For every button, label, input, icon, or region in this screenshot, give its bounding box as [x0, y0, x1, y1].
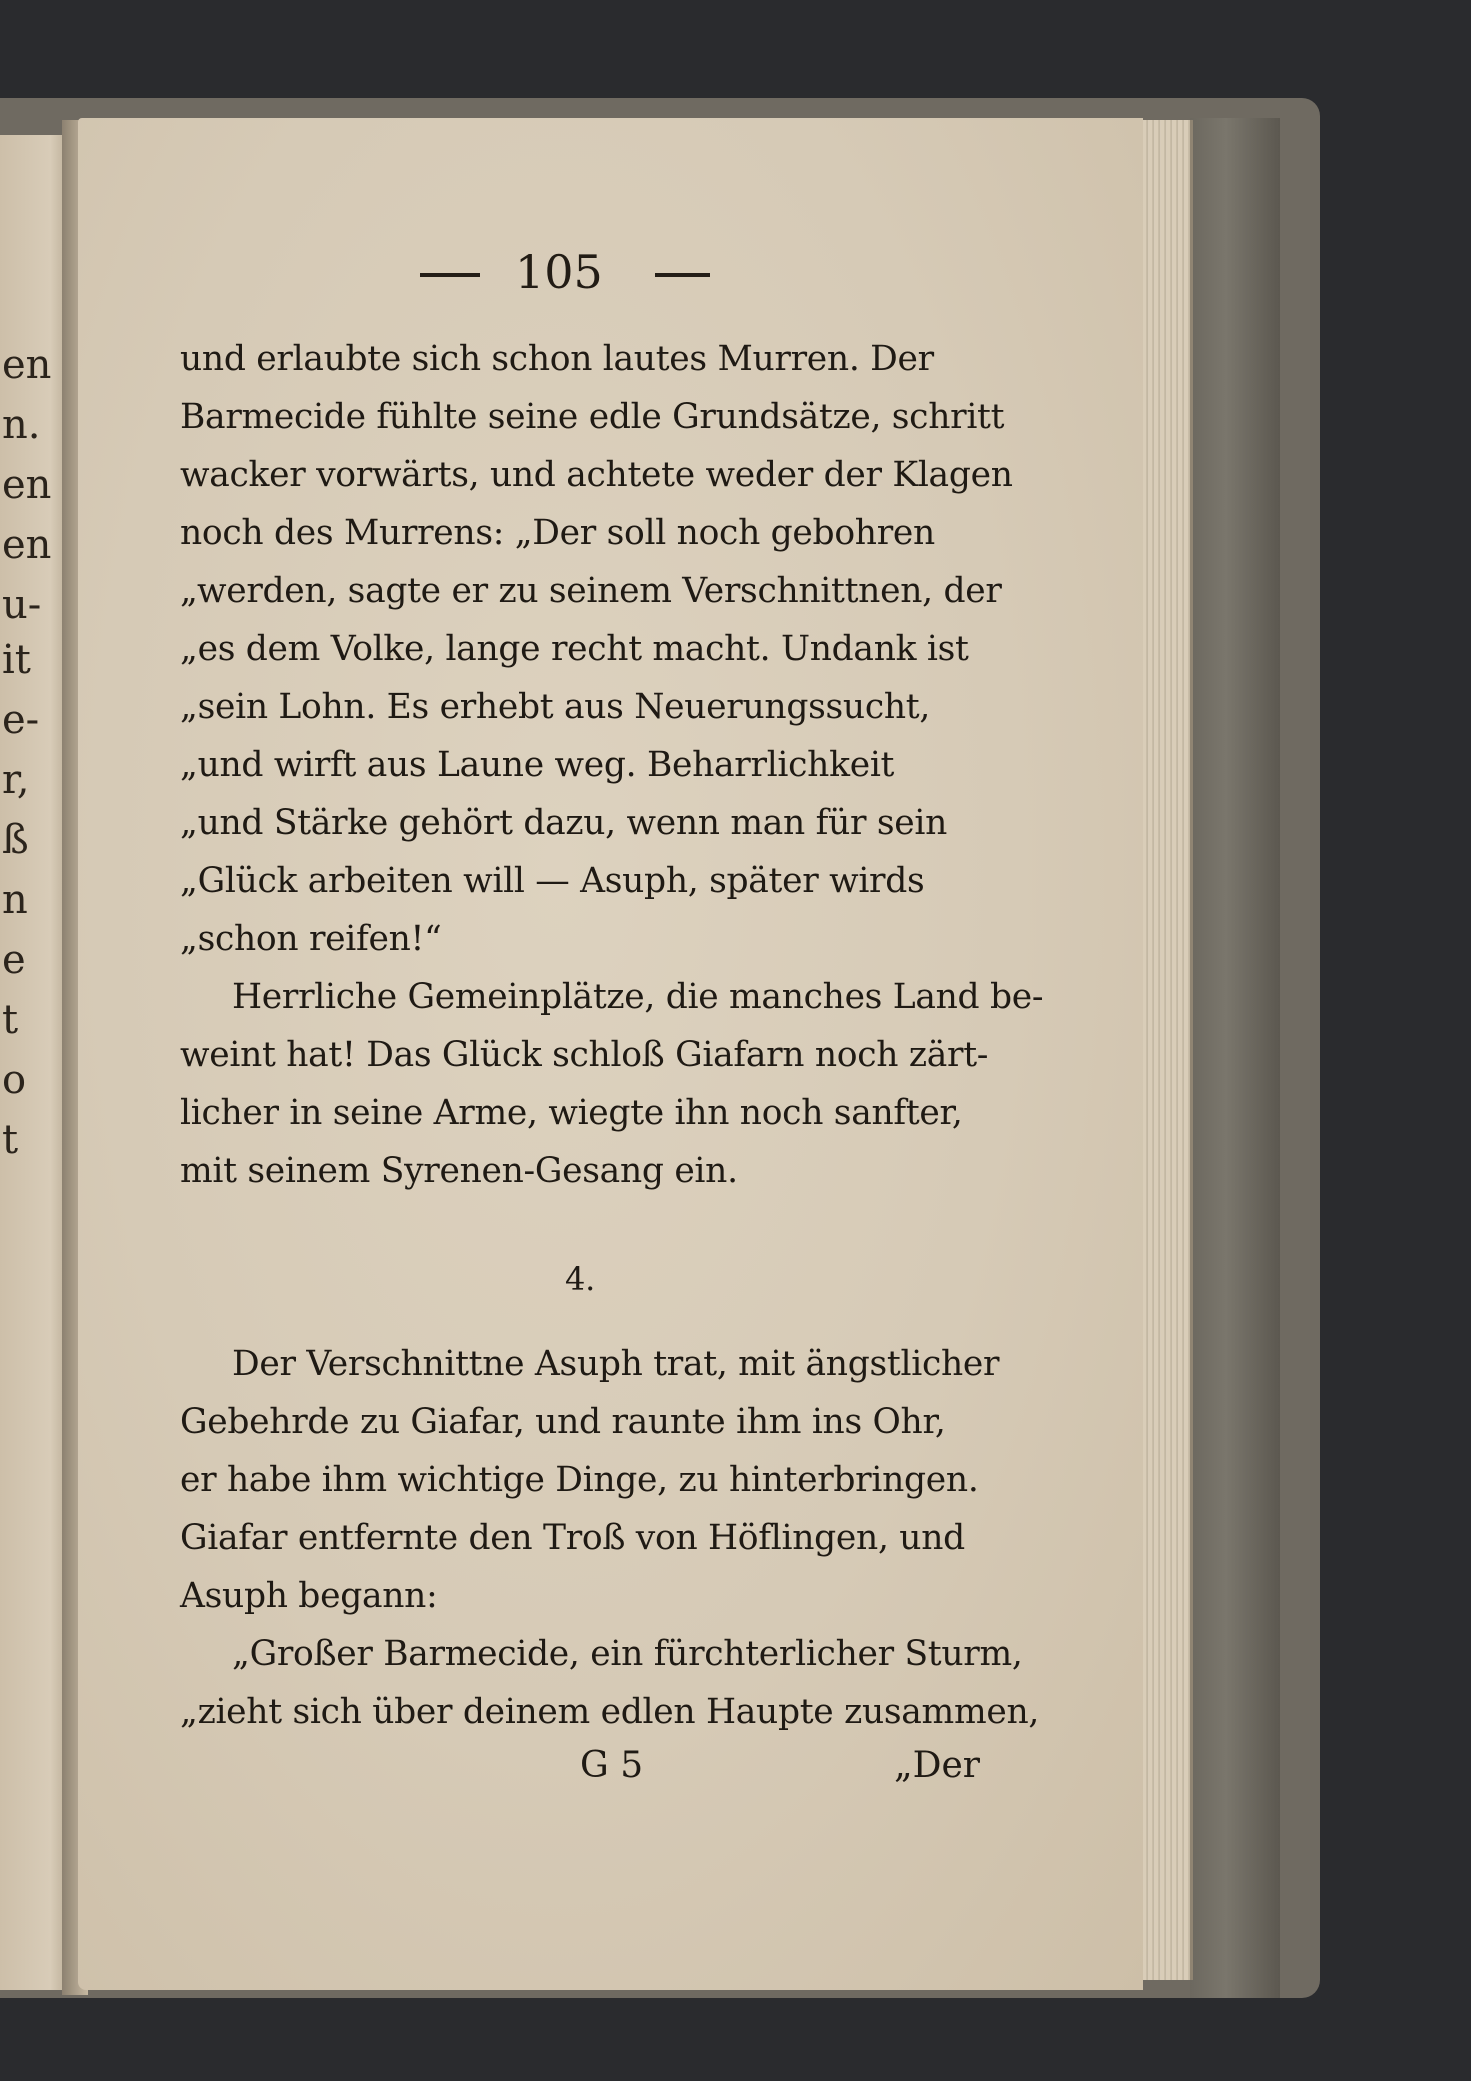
text-line: wacker vorwärts, und achtete weder der Klagen — [180, 455, 1013, 495]
text-line: Barmecide fühlte seine edle Grundsätze, schritt — [180, 397, 1005, 437]
left-page-fragment: e — [2, 937, 26, 983]
page-footer — [180, 1745, 980, 1805]
left-page-fragment: en — [2, 342, 52, 388]
text-line: Der Verschnittne Asuph trat, mit ängstlicher — [232, 1344, 1000, 1384]
header-dash-left — [420, 273, 480, 277]
text-line: Herrliche Gemeinplätze, die manches Land be- — [232, 977, 1044, 1017]
page-body — [180, 330, 1044, 1732]
page-header — [420, 245, 710, 315]
left-page-fragment: en — [2, 522, 52, 568]
text-line: weint hat! Das Glück schloß Giafarn noch zärt- — [180, 1035, 989, 1075]
cover-edge — [1190, 118, 1280, 1998]
section-number: 4. — [565, 1260, 595, 1298]
text-line: „sein Lohn. Es erhebt aus Neuerungssucht, — [180, 687, 931, 727]
left-page-fragment: o — [2, 1057, 27, 1103]
text-line: mit seinem Syrenen-Gesang ein. — [180, 1151, 738, 1191]
text-line: „Glück arbeiten will — Asuph, später wirds — [180, 861, 925, 901]
left-page-fragment: ß — [2, 817, 29, 863]
page-number: 105 — [515, 245, 603, 299]
text-line: licher in seine Arme, wiegte ihn noch sanfter, — [180, 1093, 963, 1133]
text-line: „und Stärke gehört dazu, wenn man für sein — [180, 803, 948, 843]
left-page-fragment: t — [2, 997, 19, 1043]
signature-mark: G 5 — [580, 1745, 644, 1786]
text-line: Giafar entfernte den Troß von Höflingen, und — [180, 1518, 965, 1558]
text-line: „es dem Volke, lange recht macht. Undank ist — [180, 629, 969, 669]
left-page-fragment: it — [2, 637, 31, 683]
left-page-fragment: e- — [2, 697, 40, 743]
text-line: Gebehrde zu Giafar, und raunte ihm ins Ohr, — [180, 1402, 946, 1442]
text-line: Asuph begann: — [180, 1576, 438, 1616]
section-body — [180, 1335, 1040, 1741]
left-page-fragment: t — [2, 1117, 19, 1163]
text-line: „schon reifen!“ — [180, 919, 442, 959]
left-page-fragment: r, — [2, 757, 30, 803]
header-dash-right — [655, 273, 710, 277]
left-page-fragment: n — [2, 877, 28, 923]
text-line: noch des Murrens: „Der soll noch gebohren — [180, 513, 935, 553]
text-line: „zieht sich über deinem edlen Haupte zusammen, — [180, 1692, 1040, 1732]
left-page-fragment: n. — [2, 402, 41, 448]
left-page-fragment: en — [2, 462, 52, 508]
text-line: und erlaubte sich schon lautes Murren. Der — [180, 339, 934, 379]
left-page-fragment: u- — [2, 582, 42, 628]
text-line: „Großer Barmecide, ein fürchterlicher Sturm, — [232, 1634, 1023, 1674]
text-line: „werden, sagte er zu seinem Verschnittnen, der — [180, 571, 1002, 611]
catchword: „Der — [893, 1745, 980, 1786]
text-line: „und wirft aus Laune weg. Beharrlichkeit — [180, 745, 895, 785]
text-line: er habe ihm wichtige Dinge, zu hinterbringen. — [180, 1460, 979, 1500]
